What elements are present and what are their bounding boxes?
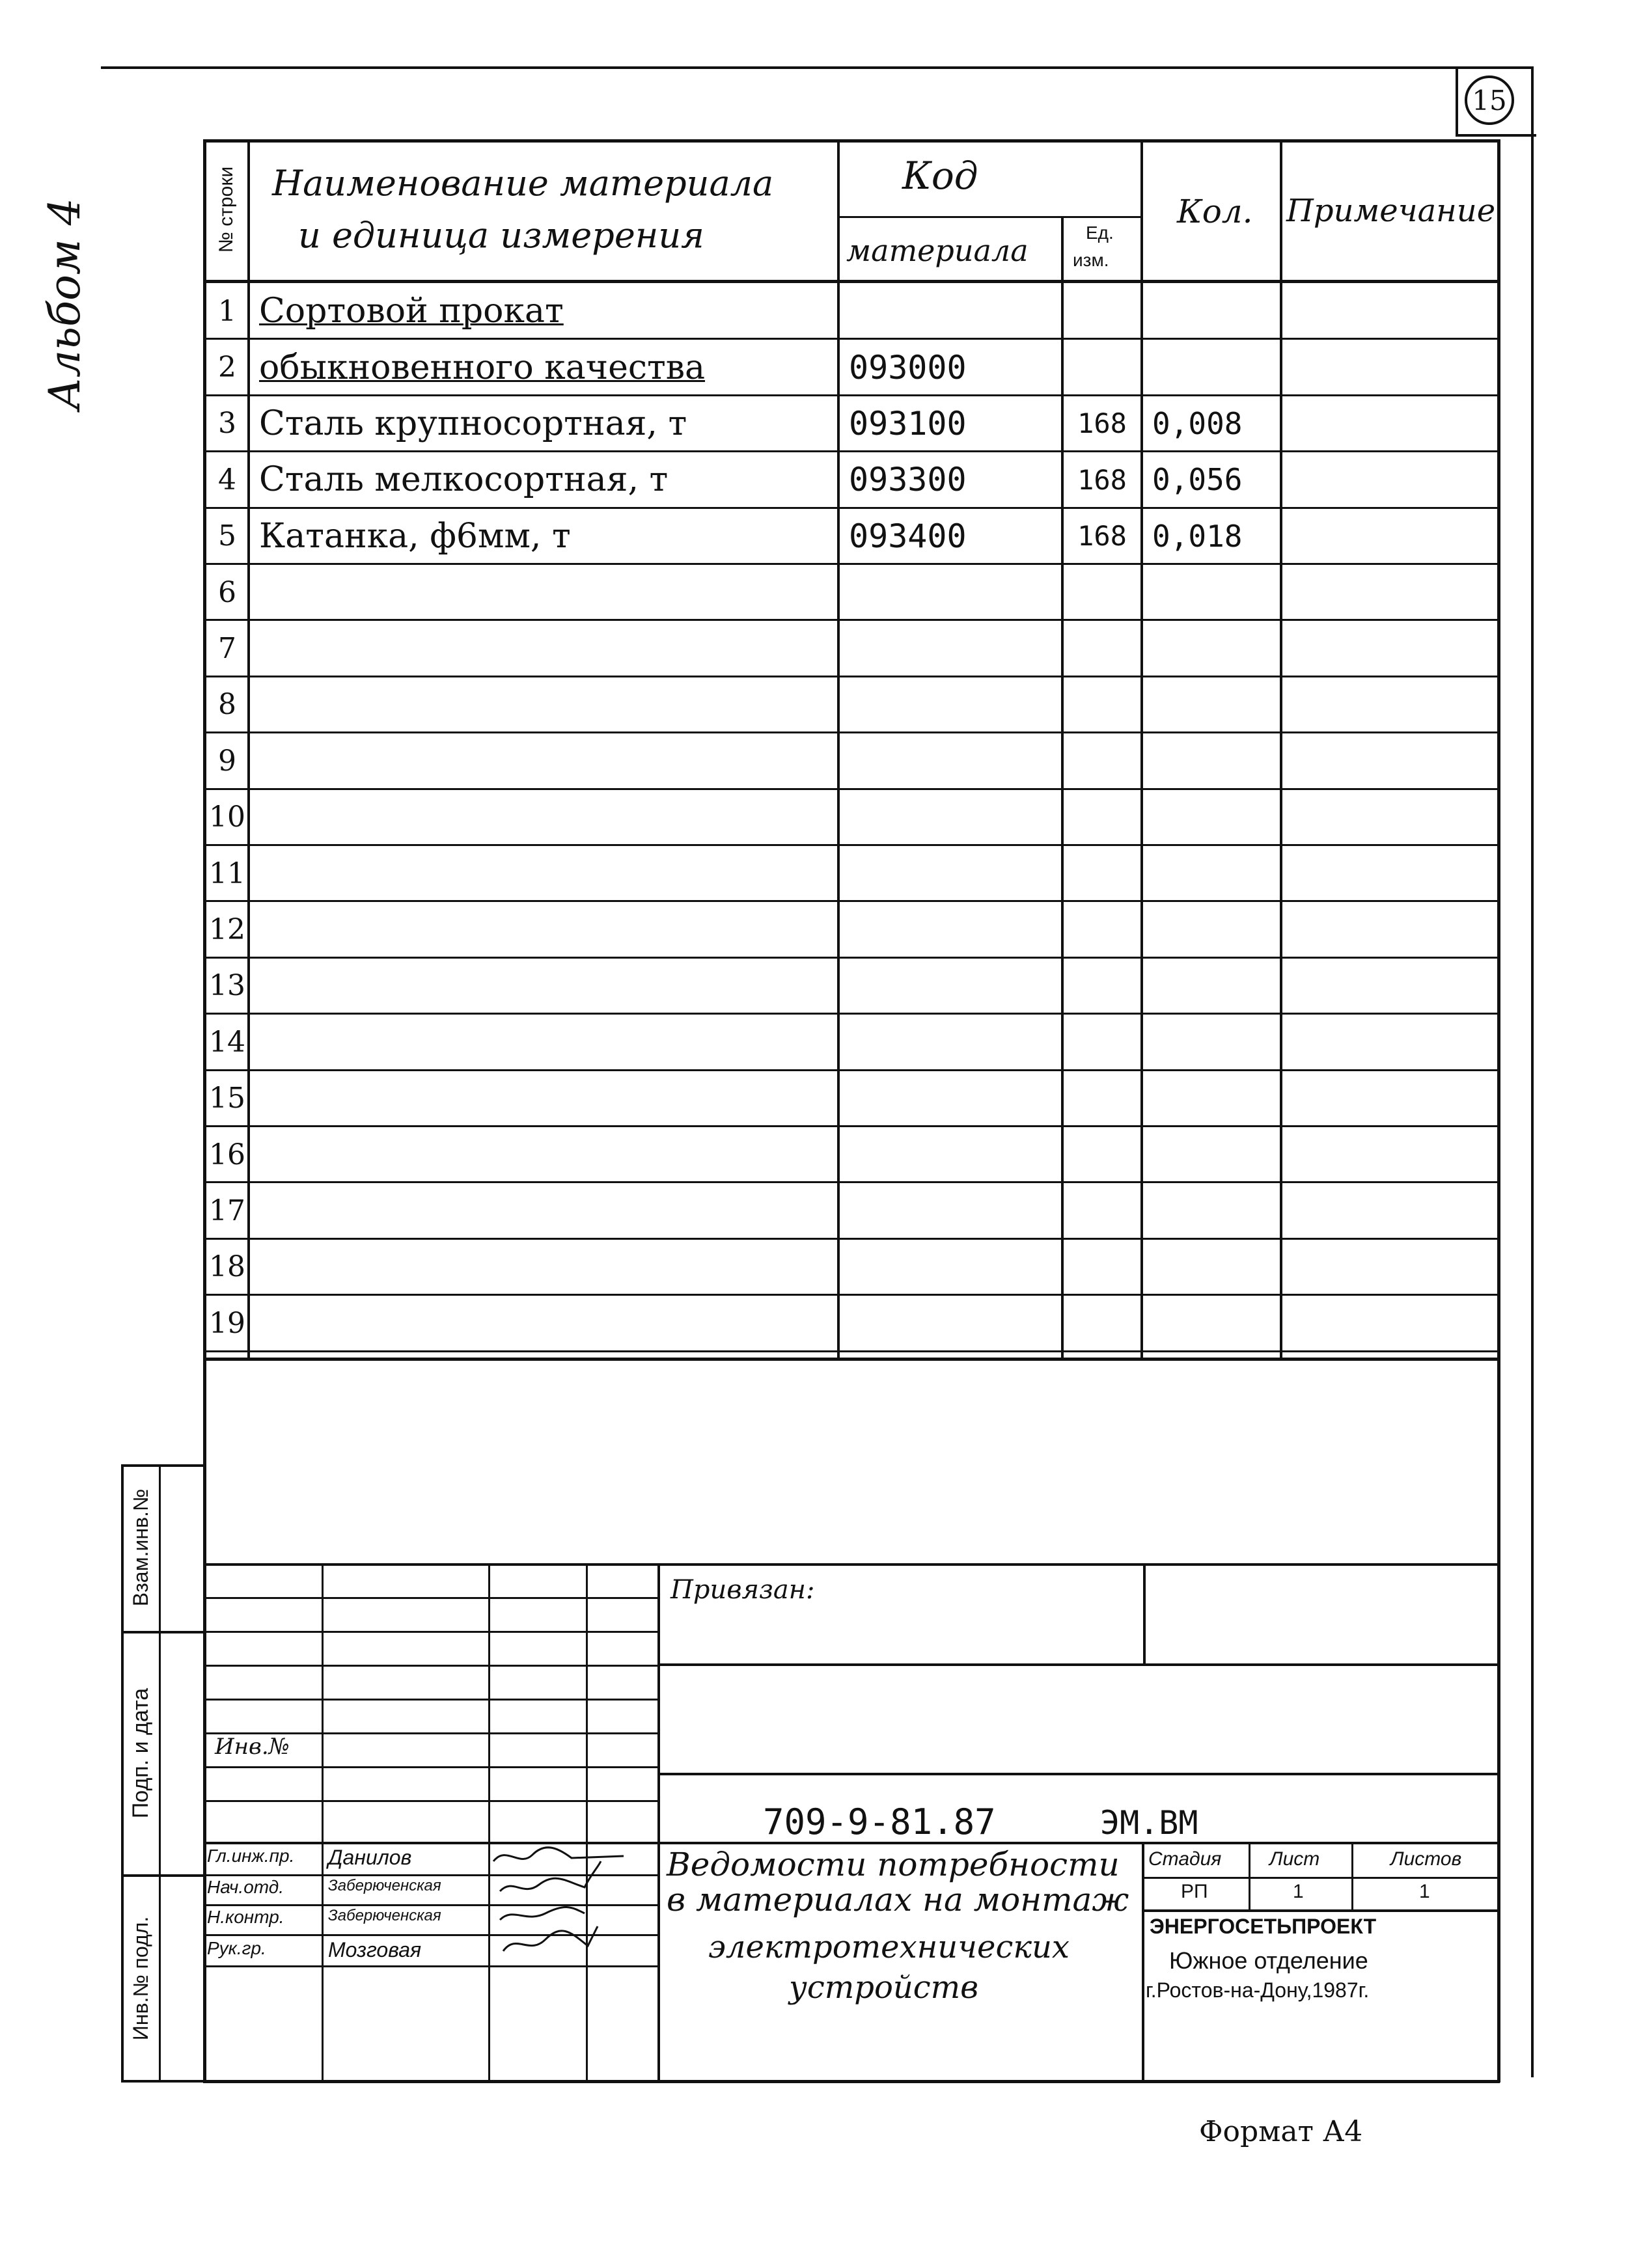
tb-title-line3: электротехнических [708, 1929, 1070, 1965]
row-unit [1064, 283, 1140, 339]
header-qty: Кол. [1177, 193, 1253, 230]
row-note [1282, 1071, 1497, 1127]
row-number: 18 [209, 1250, 245, 1284]
row-code [840, 958, 1061, 1014]
row-unit [1064, 845, 1140, 901]
row-code: 093400 [849, 517, 967, 555]
row-unit [1064, 1182, 1140, 1238]
row-name: обыкновенного качества [259, 348, 706, 387]
format-label: Формат А4 [1199, 2115, 1363, 2148]
row-qty [1143, 1014, 1280, 1070]
tb-doc-suffix: ЭМ.ВМ [1100, 1804, 1198, 1842]
row-qty [1143, 677, 1280, 733]
row-note [1282, 283, 1497, 339]
row-unit [1064, 958, 1140, 1014]
tb-stage-vline-2 [1351, 1842, 1353, 1911]
row-qty [1143, 1182, 1280, 1238]
stamp-hline-2 [121, 1874, 206, 1877]
header-code: Код [902, 154, 978, 198]
row-name [250, 620, 836, 676]
row-unit [1064, 789, 1140, 845]
row-code [840, 1182, 1061, 1238]
row-unit [1064, 1071, 1140, 1127]
row-number: 2 [218, 351, 236, 385]
row-qty [1143, 733, 1280, 789]
row-name: Катанка, ф6мм, т [259, 516, 571, 556]
row-note [1282, 789, 1497, 845]
row-number: 15 [209, 1082, 245, 1115]
tb-org-line3: г.Ростов-на-Дону,1987г. [1146, 1978, 1370, 2002]
tb-vline-d [657, 1563, 660, 2083]
row-name [250, 958, 836, 1014]
top-border-line [101, 66, 1533, 69]
row-name [250, 789, 836, 845]
stamp-bottom [121, 2080, 206, 2083]
row-name [250, 677, 836, 733]
stamp-mid-1 [159, 1464, 161, 2083]
row-number: 13 [209, 969, 245, 1003]
signatures [487, 1842, 682, 1972]
row-code [840, 564, 1061, 620]
tb-title-line2: в материалах на монтаж [667, 1881, 1129, 1919]
row-note [1282, 901, 1497, 957]
row-unit: 168 [1077, 520, 1127, 553]
tb-hline-3 [203, 1665, 659, 1667]
row-unit [1064, 1295, 1140, 1351]
row-note [1282, 564, 1497, 620]
row-note [1282, 958, 1497, 1014]
signature-1 [493, 1848, 624, 1861]
tb-sheets: 1 [1419, 1881, 1430, 1902]
row-unit [1064, 564, 1140, 620]
tb-doc-code: 709-9-81.87 [763, 1801, 996, 1842]
tb-sheets-label: Листов [1390, 1848, 1462, 1870]
table-body-bottom-line [203, 1358, 1500, 1361]
tb-hline-2 [203, 1631, 659, 1633]
row-note [1282, 1127, 1497, 1182]
stamp-hline-1 [121, 1631, 206, 1633]
row-code [840, 1127, 1061, 1182]
row-number: 17 [209, 1194, 245, 1228]
header-code-material: материала [846, 233, 1029, 268]
tb-bottom-line [203, 2080, 1500, 2083]
row-name [250, 733, 836, 789]
row-code [840, 1014, 1061, 1070]
tb-privyazan: Привязан: [670, 1575, 815, 1605]
header-note: Примечание [1286, 193, 1496, 229]
row-number: 12 [209, 913, 245, 947]
row-number: 6 [218, 575, 236, 609]
row-code: 093000 [849, 348, 967, 387]
row-code [840, 677, 1061, 733]
tb-right-hline-2 [657, 1773, 1500, 1775]
tb-stage-bottom [1142, 1909, 1500, 1912]
row-qty [1143, 958, 1280, 1014]
row-number: 1 [218, 294, 236, 328]
page-number-box-bottom [1456, 134, 1536, 137]
row-number: 5 [218, 519, 236, 553]
row-number: 19 [209, 1306, 245, 1340]
row-name [250, 1071, 836, 1127]
row-code [840, 620, 1061, 676]
row-name [250, 845, 836, 901]
row-note [1282, 733, 1497, 789]
row-note [1282, 1014, 1497, 1070]
tb-hline-1 [203, 1597, 659, 1599]
row-number: 7 [218, 632, 236, 666]
table-right-border [1497, 139, 1500, 2083]
row-qty: 0,018 [1152, 518, 1243, 554]
page-number-circle [1465, 75, 1514, 125]
signature-2 [500, 1861, 601, 1891]
row-qty [1143, 1127, 1280, 1182]
row-unit [1064, 1014, 1140, 1070]
header-row-no: № строки [215, 166, 237, 253]
row-code [840, 901, 1061, 957]
row-qty [1143, 845, 1280, 901]
tb-right-hline-1 [657, 1663, 1500, 1666]
person-role: Рук.гр. [207, 1938, 266, 1958]
person-name: Заберюченская [328, 1877, 441, 1894]
row-number: 11 [209, 856, 245, 890]
row-unit [1064, 733, 1140, 789]
row-code [840, 789, 1061, 845]
row-unit [1064, 677, 1140, 733]
tb-org-line2: Южное отделение [1169, 1947, 1368, 1974]
tb-stage-vline-1 [1249, 1842, 1250, 1911]
row-qty: 0,008 [1152, 405, 1243, 441]
row-qty [1143, 789, 1280, 845]
row-note [1282, 452, 1497, 508]
row-qty [1143, 339, 1280, 395]
row-name [250, 1295, 836, 1351]
stamp-vzam: Взам.инв.№ [129, 1488, 152, 1607]
stamp-podp: Подп. и дата [128, 1687, 153, 1819]
row-note [1282, 396, 1497, 452]
row-qty [1143, 1239, 1280, 1295]
row-number: 9 [218, 744, 236, 778]
row-code: 093100 [849, 404, 967, 443]
header-code-unit-2: изм. [1073, 250, 1109, 270]
row-divider [203, 1350, 1500, 1352]
tb-sheet-label: Лист [1269, 1848, 1320, 1870]
row-code [840, 1295, 1061, 1351]
row-number: 8 [218, 688, 236, 722]
row-number: 3 [218, 407, 236, 441]
row-name: Сталь мелкосортная, т [259, 460, 669, 500]
stamp-outer-left [121, 1464, 124, 2083]
page-number-box-left [1456, 66, 1458, 137]
row-number: 4 [218, 463, 236, 497]
tb-title-line4: устройств [789, 1969, 979, 2006]
row-name [250, 1127, 836, 1182]
person-role: Н.контр. [207, 1907, 284, 1927]
header-name-line2: и единица измерения [298, 215, 704, 256]
header-code-unit-1: Ед. [1086, 223, 1114, 243]
row-code [840, 1239, 1061, 1295]
row-note [1282, 677, 1497, 733]
row-unit [1064, 1239, 1140, 1295]
row-name [250, 1014, 836, 1070]
row-unit [1064, 901, 1140, 957]
tb-hline-4 [203, 1699, 659, 1701]
row-unit: 168 [1077, 407, 1127, 440]
tb-vline-c [586, 1563, 588, 2083]
row-name [250, 1239, 836, 1295]
code-sub-line [837, 216, 1142, 218]
row-qty [1143, 1295, 1280, 1351]
person-role: Гл.инж.пр. [207, 1846, 295, 1866]
tb-title-line1: Ведомости потребности [667, 1846, 1120, 1883]
row-name [250, 564, 836, 620]
tb-hline-6 [203, 1766, 659, 1768]
tb-stage: РП [1181, 1881, 1208, 1902]
row-unit [1064, 620, 1140, 676]
row-name [250, 901, 836, 957]
row-number: 10 [209, 800, 245, 834]
row-qty [1143, 620, 1280, 676]
row-qty [1143, 1071, 1280, 1127]
tb-inv-no: Инв.№ [215, 1734, 290, 1760]
row-note [1282, 620, 1497, 676]
album-label: Альбом 4 [40, 198, 90, 410]
signature-4 [503, 1926, 598, 1951]
tb-vline-a [322, 1563, 324, 2083]
row-note [1282, 1182, 1497, 1238]
row-unit: 168 [1077, 463, 1127, 496]
person-name: Заберюченская [328, 1907, 441, 1924]
row-note [1282, 339, 1497, 395]
person-role: Нач.отд. [207, 1877, 284, 1897]
tb-stage-label: Стадия [1148, 1848, 1222, 1870]
row-number: 14 [209, 1025, 245, 1059]
row-code [840, 283, 1061, 339]
tb-sheet: 1 [1293, 1881, 1304, 1902]
tb-vline-b [488, 1563, 490, 2083]
row-qty [1143, 564, 1280, 620]
row-qty [1143, 901, 1280, 957]
tb-hline-7 [203, 1800, 659, 1802]
row-name [250, 1182, 836, 1238]
header-name-line1: Наименование материала [272, 163, 774, 204]
row-code: 093300 [849, 461, 967, 499]
table-top-border [203, 139, 1500, 143]
row-code [840, 1071, 1061, 1127]
tb-stage-hline [1142, 1877, 1500, 1879]
page-number: 15 [1472, 84, 1507, 116]
row-code [840, 845, 1061, 901]
person-name: Данилов [328, 1846, 412, 1869]
row-note [1282, 1295, 1497, 1351]
row-code [840, 733, 1061, 789]
stamp-inv: Инв.№ подл. [129, 1916, 152, 2041]
row-qty: 0,056 [1152, 462, 1243, 498]
row-note [1282, 508, 1497, 564]
row-note [1282, 845, 1497, 901]
row-name: Сталь крупносортная, т [259, 403, 687, 443]
row-unit [1064, 1127, 1140, 1182]
row-note [1282, 1239, 1497, 1295]
right-margin-line [1531, 66, 1534, 2077]
tb-top-line [203, 1563, 1500, 1566]
row-name: Сортовой прокат [259, 292, 564, 331]
person-name: Мозговая [328, 1938, 422, 1961]
signature-3 [500, 1907, 585, 1920]
tb-privyazan-vline [1143, 1563, 1146, 1665]
row-unit [1064, 339, 1140, 395]
row-qty [1143, 283, 1280, 339]
row-number: 16 [209, 1138, 245, 1171]
tb-org-line1: ЭНЕРГОСЕТЬПРОЕКТ [1150, 1915, 1377, 1938]
